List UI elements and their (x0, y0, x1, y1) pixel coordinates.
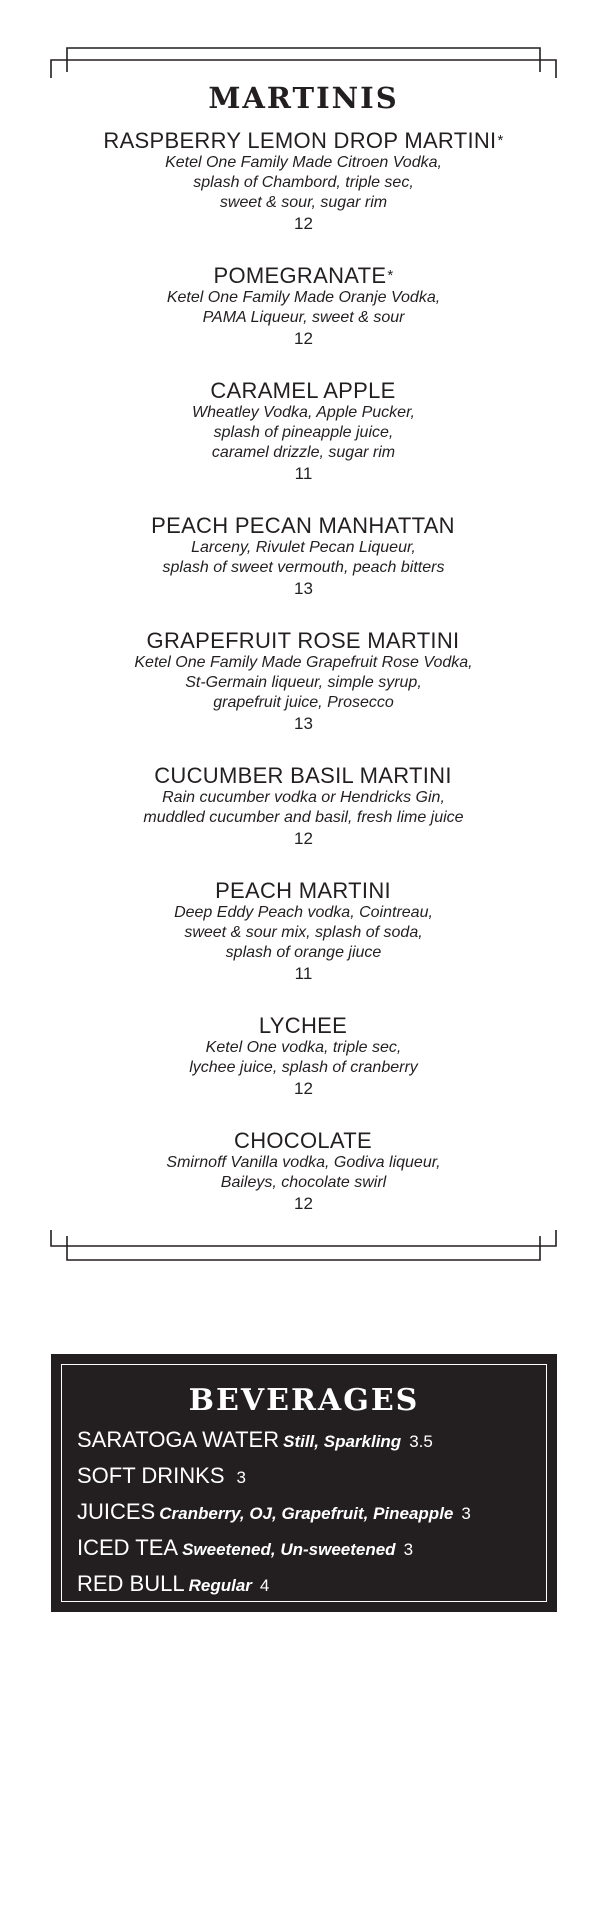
item-mark: * (387, 267, 394, 284)
martini-list (60, 128, 547, 1214)
item-name (60, 378, 547, 403)
beverage-name: SOFT DRINKS (77, 1463, 225, 1488)
beverage-options: Sweetened, Un-sweetened (182, 1540, 396, 1559)
beverages-list (62, 1423, 546, 1603)
beverage-price: 3 (403, 1540, 414, 1559)
item-price: 12 (294, 1079, 313, 1098)
item-description: Ketel One Family Made Citroen Vodka, splash of Chambord, triple sec, sweet & sour, sugar rim (165, 154, 442, 211)
beverage-row (77, 1423, 546, 1459)
item-price: 11 (294, 464, 313, 483)
item-price: 13 (294, 579, 313, 598)
beverage-row (77, 1495, 546, 1531)
menu-item (60, 1013, 547, 1099)
item-price: 13 (294, 714, 313, 733)
beverage-price: 3 (461, 1504, 471, 1523)
item-description: Rain cucumber vodka or Hendricks Gin, muddled cucumber and basil, fresh lime juice (143, 789, 464, 826)
item-name (60, 1013, 547, 1038)
beverage-options: Regular (188, 1576, 252, 1595)
item-price: 12 (294, 329, 313, 348)
item-description: Wheatley Vodka, Apple Pucker, splash of pineapple juice, caramel drizzle, sugar rim (192, 404, 415, 461)
menu-item (60, 878, 547, 984)
item-price: 12 (294, 1194, 313, 1213)
item-name-text: CUCUMBER BASIL MARTINI (154, 763, 452, 788)
menu-item (60, 628, 547, 734)
beverage-options: Still, Sparkling (283, 1432, 402, 1451)
item-mark: * (497, 132, 504, 149)
item-name-text: POMEGRANATE (213, 263, 387, 288)
beverages-section (51, 1354, 557, 1612)
item-name (60, 263, 547, 288)
beverage-name: SARATOGA WATER (77, 1427, 280, 1452)
item-price: 11 (294, 964, 313, 983)
martinis-section (60, 70, 547, 1243)
item-description: Ketel One vodka, triple sec, lychee juice, splash of cranberry (189, 1039, 418, 1076)
beverage-row (77, 1567, 546, 1603)
menu-item (60, 1128, 547, 1214)
item-name (60, 878, 547, 903)
menu-item (60, 263, 547, 349)
beverage-name: JUICES (77, 1499, 156, 1524)
item-description: Smirnoff Vanilla vodka, Godiva liqueur, Baileys, chocolate swirl (166, 1154, 441, 1191)
beverage-name: RED BULL (77, 1571, 185, 1596)
item-name (60, 628, 547, 653)
menu-item (60, 763, 547, 849)
item-name (60, 513, 547, 538)
beverage-price: 4 (259, 1576, 270, 1595)
item-name-text: LYCHEE (258, 1013, 348, 1038)
beverages-border (61, 1364, 547, 1602)
beverage-options: Cranberry, OJ, Grapefruit, Pineapple (159, 1504, 454, 1523)
beverage-price: 3.5 (409, 1432, 433, 1451)
item-name-text: CHOCOLATE (234, 1128, 372, 1153)
item-description: Ketel One Family Made Oranje Vodka, PAMA Liqueur, sweet & sour (166, 289, 441, 326)
item-name-text: CARAMEL APPLE (210, 378, 396, 403)
menu-item (60, 128, 547, 234)
item-description: Ketel One Family Made Grapefruit Rose Vodka, St-Germain liqueur, simple syrup, grapefruit juice, Prosecco (134, 654, 473, 711)
beverage-price: 3 (236, 1468, 246, 1487)
item-name-text: PEACH PECAN MANHATTAN (151, 513, 455, 538)
item-name-text: GRAPEFRUIT ROSE MARTINI (146, 628, 460, 653)
martinis-title: MARTINIS (208, 81, 399, 115)
item-description: Larceny, Rivulet Pecan Liqueur, splash of sweet vermouth, peach bitters (162, 539, 445, 576)
beverage-row (77, 1459, 546, 1495)
item-name (60, 1128, 547, 1153)
item-name-text: RASPBERRY LEMON DROP MARTINI (103, 128, 497, 153)
beverage-row (77, 1531, 546, 1567)
item-name (60, 763, 547, 788)
item-name (60, 128, 547, 153)
menu-item (60, 513, 547, 599)
item-price: 12 (294, 214, 313, 233)
item-name-text: PEACH MARTINI (215, 878, 391, 903)
beverages-title: BEVERAGES (188, 1383, 420, 1418)
menu-item (60, 378, 547, 484)
item-price: 12 (294, 829, 313, 848)
item-description: Deep Eddy Peach vodka, Cointreau, sweet & sour mix, splash of soda, splash of orange jiuce (174, 904, 433, 961)
beverage-name: ICED TEA (77, 1535, 179, 1560)
